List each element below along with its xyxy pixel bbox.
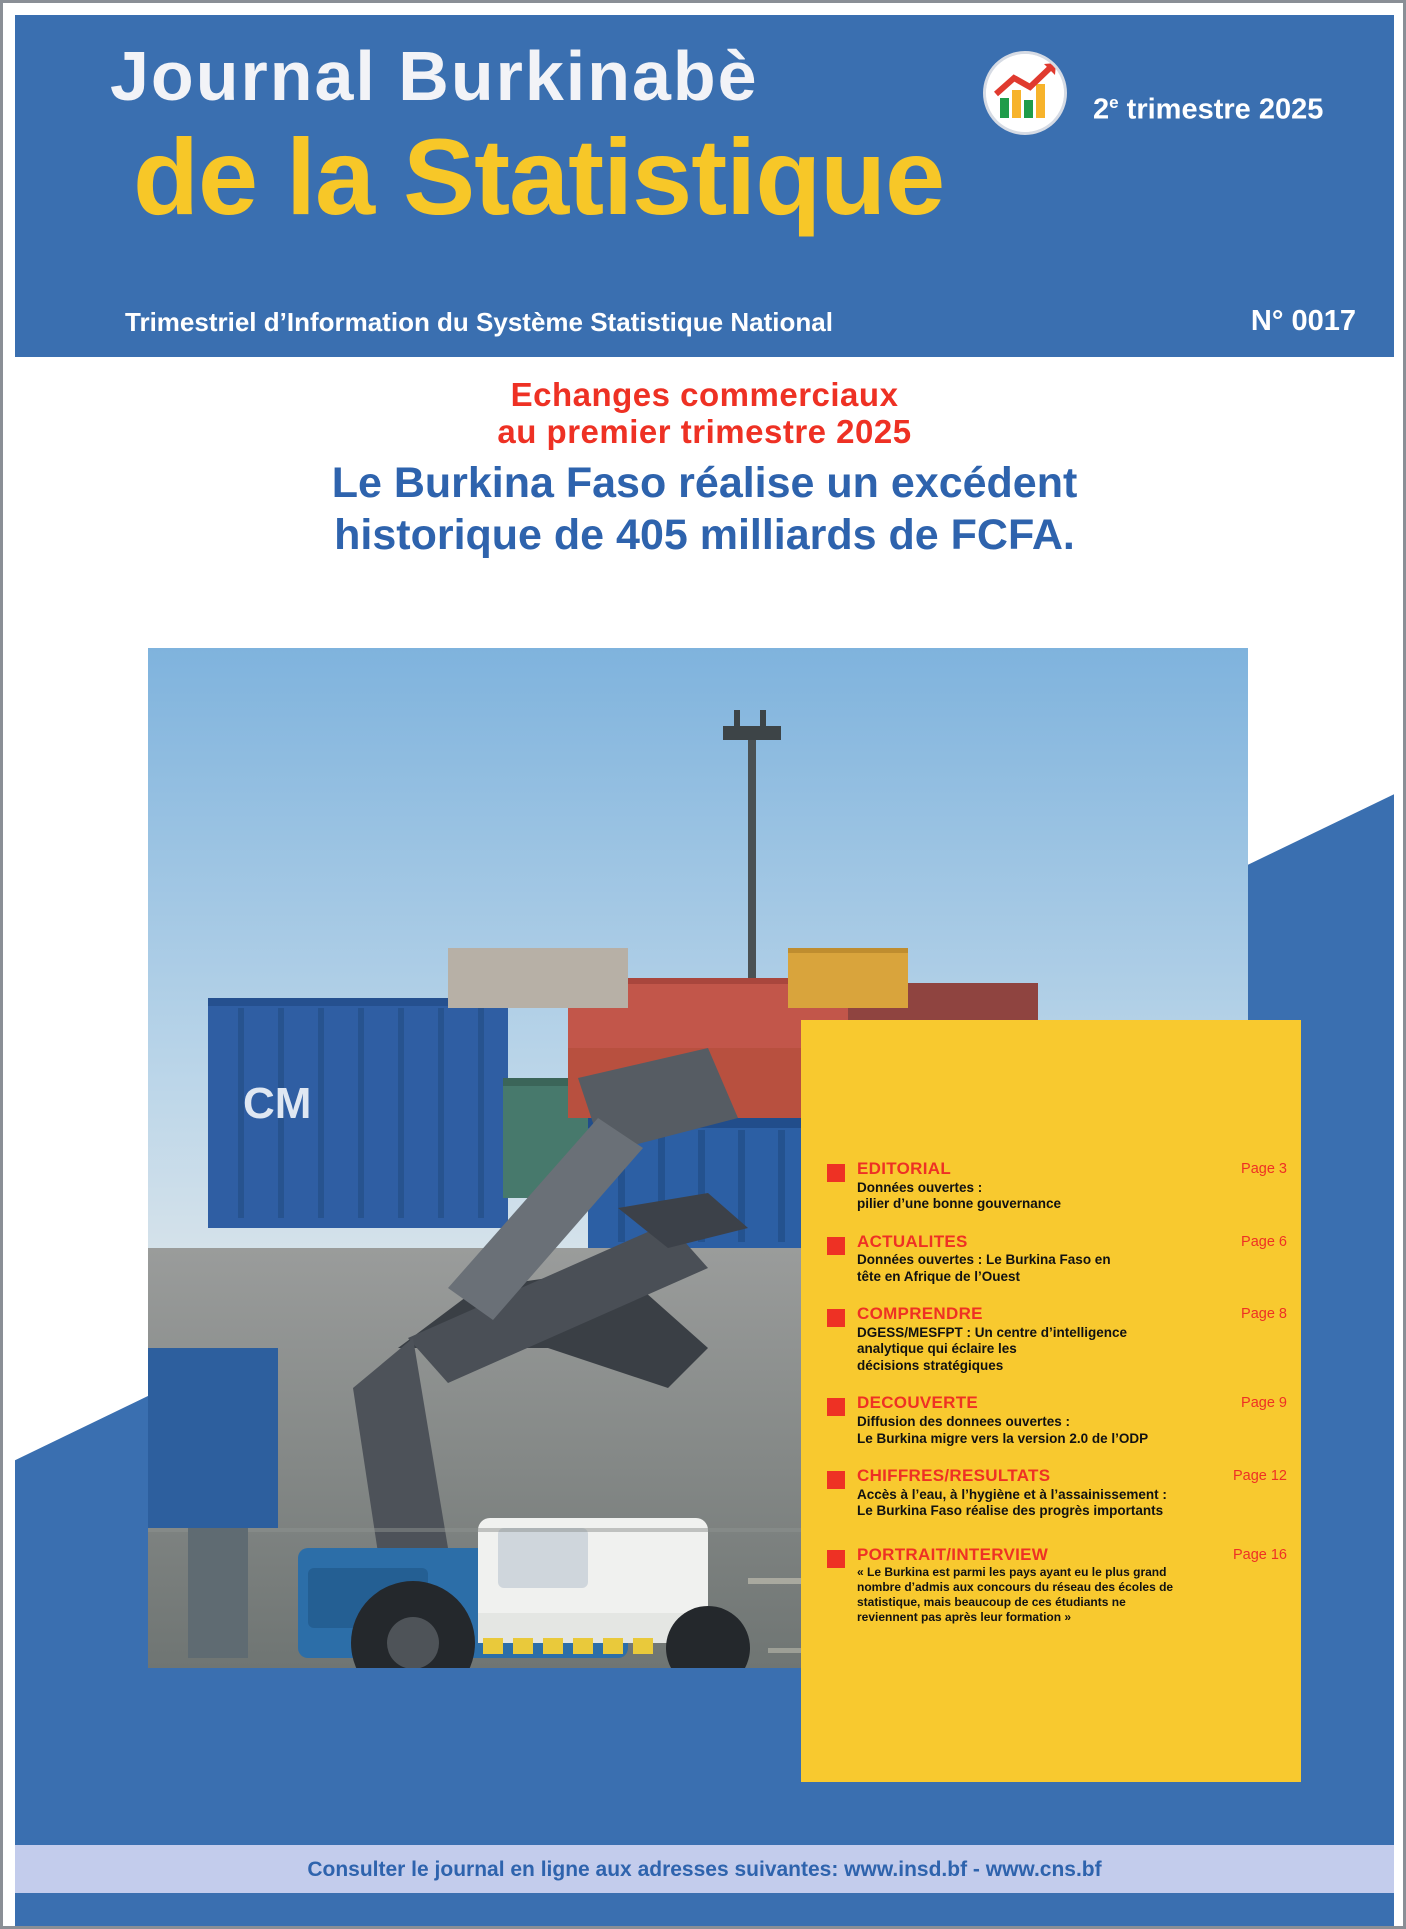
toc-page-number: Page 12 (1232, 1467, 1287, 1484)
cover-kicker (15, 377, 1394, 451)
toc-desc-line: « Le Burkina est parmi les pays ayant eu le plus grand (857, 1565, 1167, 1580)
toc-desc-line: tête en Afrique de l’Ouest (857, 1268, 1021, 1284)
list-item[interactable] (809, 1160, 1293, 1213)
list-item[interactable] (809, 1394, 1293, 1447)
masthead (15, 15, 1394, 357)
cover-headline (15, 457, 1394, 562)
square-bullet-icon (827, 1309, 845, 1327)
toc-description (857, 1252, 1223, 1285)
toc-description (857, 1414, 1223, 1447)
toc-category: ACTUALITES (857, 1231, 968, 1251)
toc-desc-line: pilier d’une bonne gouvernance (857, 1196, 1062, 1212)
footer-bar (15, 1845, 1394, 1893)
toc-category: COMPRENDRE (857, 1304, 983, 1324)
toc-category: EDITORIAL (857, 1159, 952, 1178)
square-bullet-icon (827, 1398, 845, 1416)
toc-list (809, 1160, 1293, 1645)
list-item[interactable] (809, 1467, 1293, 1520)
toc-description (857, 1325, 1223, 1374)
list-item[interactable] (809, 1546, 1293, 1626)
toc-desc-line: nombre d’admis aux concours du réseau des écoles de (857, 1580, 1174, 1595)
cover-headline-line1: Le Burkina Faso réalise un excédent (331, 459, 1078, 507)
toc-desc-line: Le Burkina migre vers la version 2.0 de l’ODP (857, 1430, 1149, 1446)
journal-title-line2: de la Statistique (133, 116, 945, 237)
toc-page-number: Page 16 (1232, 1546, 1287, 1563)
toc-desc-line: Diffusion des donnees ouvertes : (857, 1414, 1071, 1430)
footer-text[interactable]: Consulter le journal en ligne aux adresses suivantes: www.insd.bf - www.cns.bf (307, 1858, 1102, 1881)
toc-category: CHIFFRES/RESULTATS (857, 1465, 1051, 1485)
toc-desc-line: Données ouvertes : Le Burkina Faso en (857, 1252, 1111, 1268)
cover-content (15, 365, 1394, 1845)
toc-desc-line: reviennent pas après leur formation » (857, 1610, 1072, 1625)
toc-category: PORTRAIT/INTERVIEW (857, 1544, 1049, 1564)
toc-desc-line: DGESS/MESFPT : Un centre d’intelligence (857, 1324, 1128, 1340)
table-of-contents (801, 1020, 1301, 1782)
quarter-number: 2 (1093, 93, 1110, 126)
toc-page-number: Page 6 (1241, 1233, 1287, 1250)
cover-kicker-line1: Echanges commerciaux (510, 376, 899, 413)
footer-blue-strip (15, 1893, 1394, 1929)
toc-description (857, 1487, 1223, 1520)
journal-title-line1: Journal Burkinabè (110, 37, 759, 115)
toc-page-number: Page 3 (1241, 1161, 1287, 1177)
cover-kicker-line2: au premier trimestre 2025 (497, 412, 912, 450)
toc-page-number: Page 8 (1241, 1306, 1287, 1323)
quarter-text: trimestre 2025 (1118, 93, 1324, 126)
quarter-ordinal-suffix: e (1109, 93, 1119, 112)
toc-description (857, 1565, 1223, 1625)
journal-subtitle: Trimestriel d’Information du Système Statistique National (125, 307, 833, 337)
square-bullet-icon (827, 1550, 845, 1568)
toc-desc-line: Données ouvertes : (857, 1179, 983, 1195)
toc-desc-line: décisions stratégiques (857, 1357, 1004, 1373)
toc-page-number: Page 9 (1241, 1395, 1287, 1412)
list-item[interactable] (809, 1305, 1293, 1374)
list-item[interactable] (809, 1233, 1293, 1286)
toc-desc-line: statistique, mais beaucoup de ces étudiants ne (857, 1595, 1126, 1610)
toc-desc-line: Accès à l’eau, à l’hygiène et à l’assainissement : (857, 1486, 1167, 1502)
chart-arrow-logo-icon (983, 51, 1067, 135)
toc-description (857, 1180, 1223, 1213)
toc-desc-line: Le Burkina Faso réalise des progrès importants (857, 1503, 1164, 1519)
cover-headline-line2: historique de 405 milliards de FCFA. (334, 511, 1075, 560)
toc-category: DECOUVERTE (857, 1393, 979, 1413)
square-bullet-icon (827, 1237, 845, 1255)
square-bullet-icon (827, 1164, 845, 1182)
svg-text:CM: CM (243, 1079, 312, 1128)
toc-desc-line: analytique qui éclaire les (857, 1341, 1017, 1357)
square-bullet-icon (827, 1471, 845, 1489)
issue-number: N° 0017 (1250, 305, 1356, 337)
issue-quarter (1093, 93, 1323, 127)
